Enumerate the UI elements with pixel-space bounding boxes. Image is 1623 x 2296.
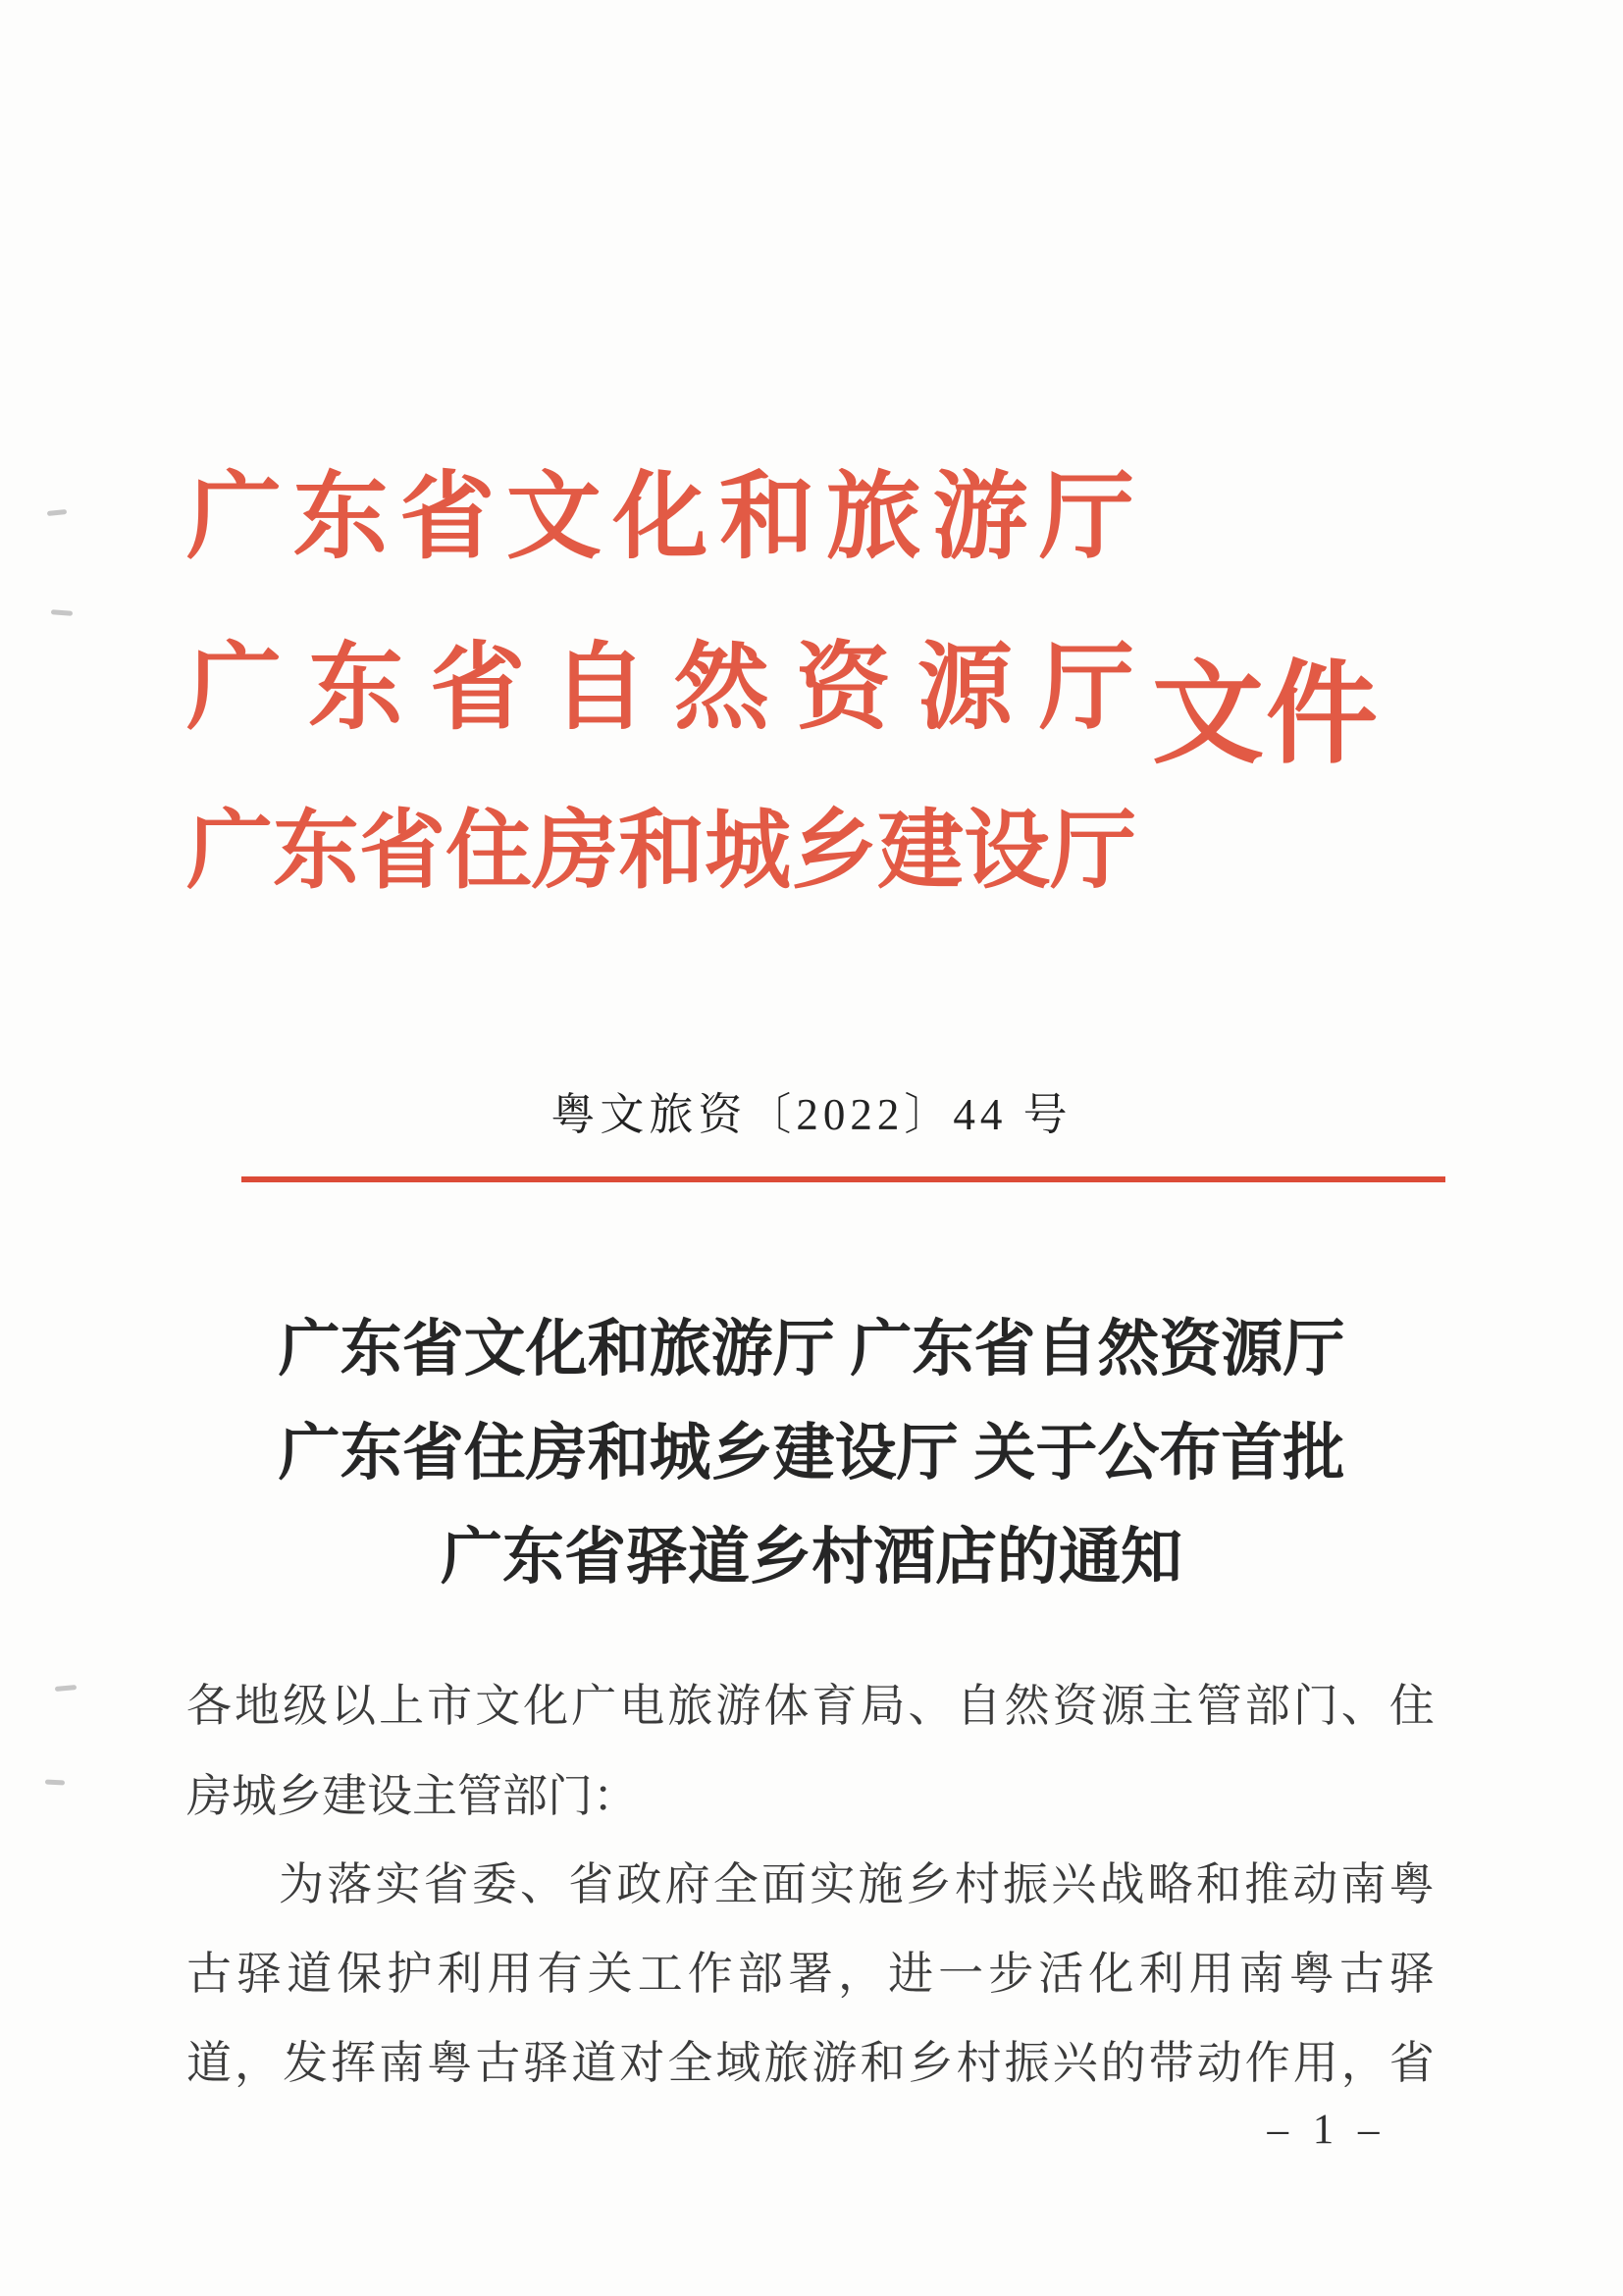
body-line-4: 古 驿 道 保 护 利 用 有 关 工 作 部 署 ， 进 一 步 活 化 利 用 南 粤 古 驿: [186, 1949, 1435, 2000]
red-divider-line: [241, 1176, 1445, 1182]
body-line-2: 房城乡建设主管部门：: [186, 1771, 638, 1821]
document-body: [186, 1662, 1435, 2109]
scan-artifact-mark: [55, 1685, 77, 1692]
scan-artifact-mark: [51, 609, 73, 616]
body-line-5: 道 ， 发 挥 南 粤 古 驿 道 对 全 域 旅 游 和 乡 村 振 兴 的 带 动 作 用 ， 省: [186, 2038, 1435, 2089]
title-line-3: 广东省驿道乡村酒店的通知: [441, 1523, 1182, 1592]
page-number: – 1 –: [1267, 2107, 1387, 2153]
title-line-2: 广东省住房和城乡建设厅 关于公布首批: [278, 1419, 1345, 1487]
body-line-1: 各 地 级 以 上 市 文 化 广 电 旅 游 体 育 局 、 自 然 资 源 主 管 部 门 、 住: [186, 1681, 1435, 1732]
body-line-3: 为 落 实 省 委 、 省 政 府 全 面 实 施 乡 村 振 兴 战 略 和 推 动 南 粤: [279, 1859, 1435, 1910]
document-title: [0, 1297, 1623, 1609]
scan-artifact-mark: [45, 1779, 65, 1785]
letterhead-department-3: 广 东 省 住 房 和 城 乡 建 设 厅: [186, 805, 1137, 900]
letterhead-department-1: 广 东 省 文 化 和 旅 游 厅: [186, 465, 1134, 570]
scan-artifact-mark: [47, 509, 67, 516]
document-reference-number: 粤文旅资〔2022〕44 号: [550, 1090, 1073, 1139]
letterhead-doc-type-label: 文件: [1152, 652, 1381, 777]
letterhead-department-2: 广 东 省 自 然 资 源 厅: [186, 636, 1134, 741]
title-line-1: 广东省文化和旅游厅 广东省自然资源厅: [278, 1315, 1345, 1383]
